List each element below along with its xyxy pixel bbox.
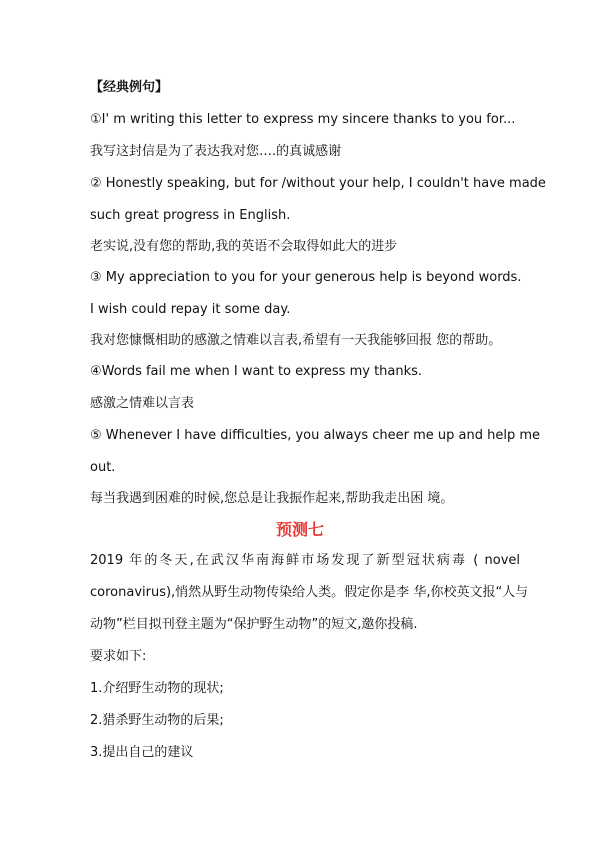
example-2-english-line-2: such great progress in English.: [90, 208, 291, 223]
prediction-heading: 预测七: [275, 520, 324, 539]
example-3-english-line-1: ③ My appreciation to you for your generous help is beyond words.: [90, 270, 522, 285]
example-4-chinese: 感激之情难以言表: [90, 396, 195, 411]
example-1-english: ①I' m writing this letter to express my sincere thanks to you for...: [90, 112, 516, 127]
example-5-chinese: 每当我遇到困难的时候,您总是让我振作起来,帮助我走出困 境。: [90, 491, 454, 506]
prompt-line-2: coronavirus),悄然从野生动物传染给人类。假定你是李 华,你校英文报“人与: [90, 585, 529, 600]
example-3-chinese: 我对您慷慨相助的感激之情难以言表,希望有一天我能够回报 您的帮助。: [90, 333, 502, 348]
example-4-english: ④Words fail me when I want to express my thanks.: [90, 364, 423, 379]
example-5-english-line-1: ⑤ Whenever I have difficulties, you always cheer me up and help me: [90, 428, 541, 443]
example-1-chinese: 我写这封信是为了表达我对您….的真诚感谢: [90, 144, 342, 159]
requirement-item-3: 3.提出自己的建议: [90, 745, 194, 760]
prompt-line-1: 2019 年的冬天,在武汉华南海鲜市场发现了新型冠状病毒 ( novel: [90, 553, 520, 568]
example-2-chinese: 老实说,没有您的帮助,我的英语不会取得如此大的进步: [90, 239, 398, 254]
requirements-label: 要求如下:: [90, 649, 147, 664]
example-2-english-line-1: ② Honestly speaking, but for /without your help, I couldn't have made: [90, 176, 546, 191]
example-5-english-line-2: out.: [90, 460, 116, 475]
prompt-line-3: 动物”栏目拟刊登主题为“保护野生动物”的短文,邀你投稿.: [90, 617, 418, 632]
requirement-item-1: 1.介绍野生动物的现状;: [90, 681, 224, 696]
requirement-item-2: 2.猎杀野生动物的后果;: [90, 713, 224, 728]
example-3-english-line-2: I wish could repay it some day.: [90, 302, 291, 317]
section-title: 【经典例句】: [90, 80, 169, 95]
